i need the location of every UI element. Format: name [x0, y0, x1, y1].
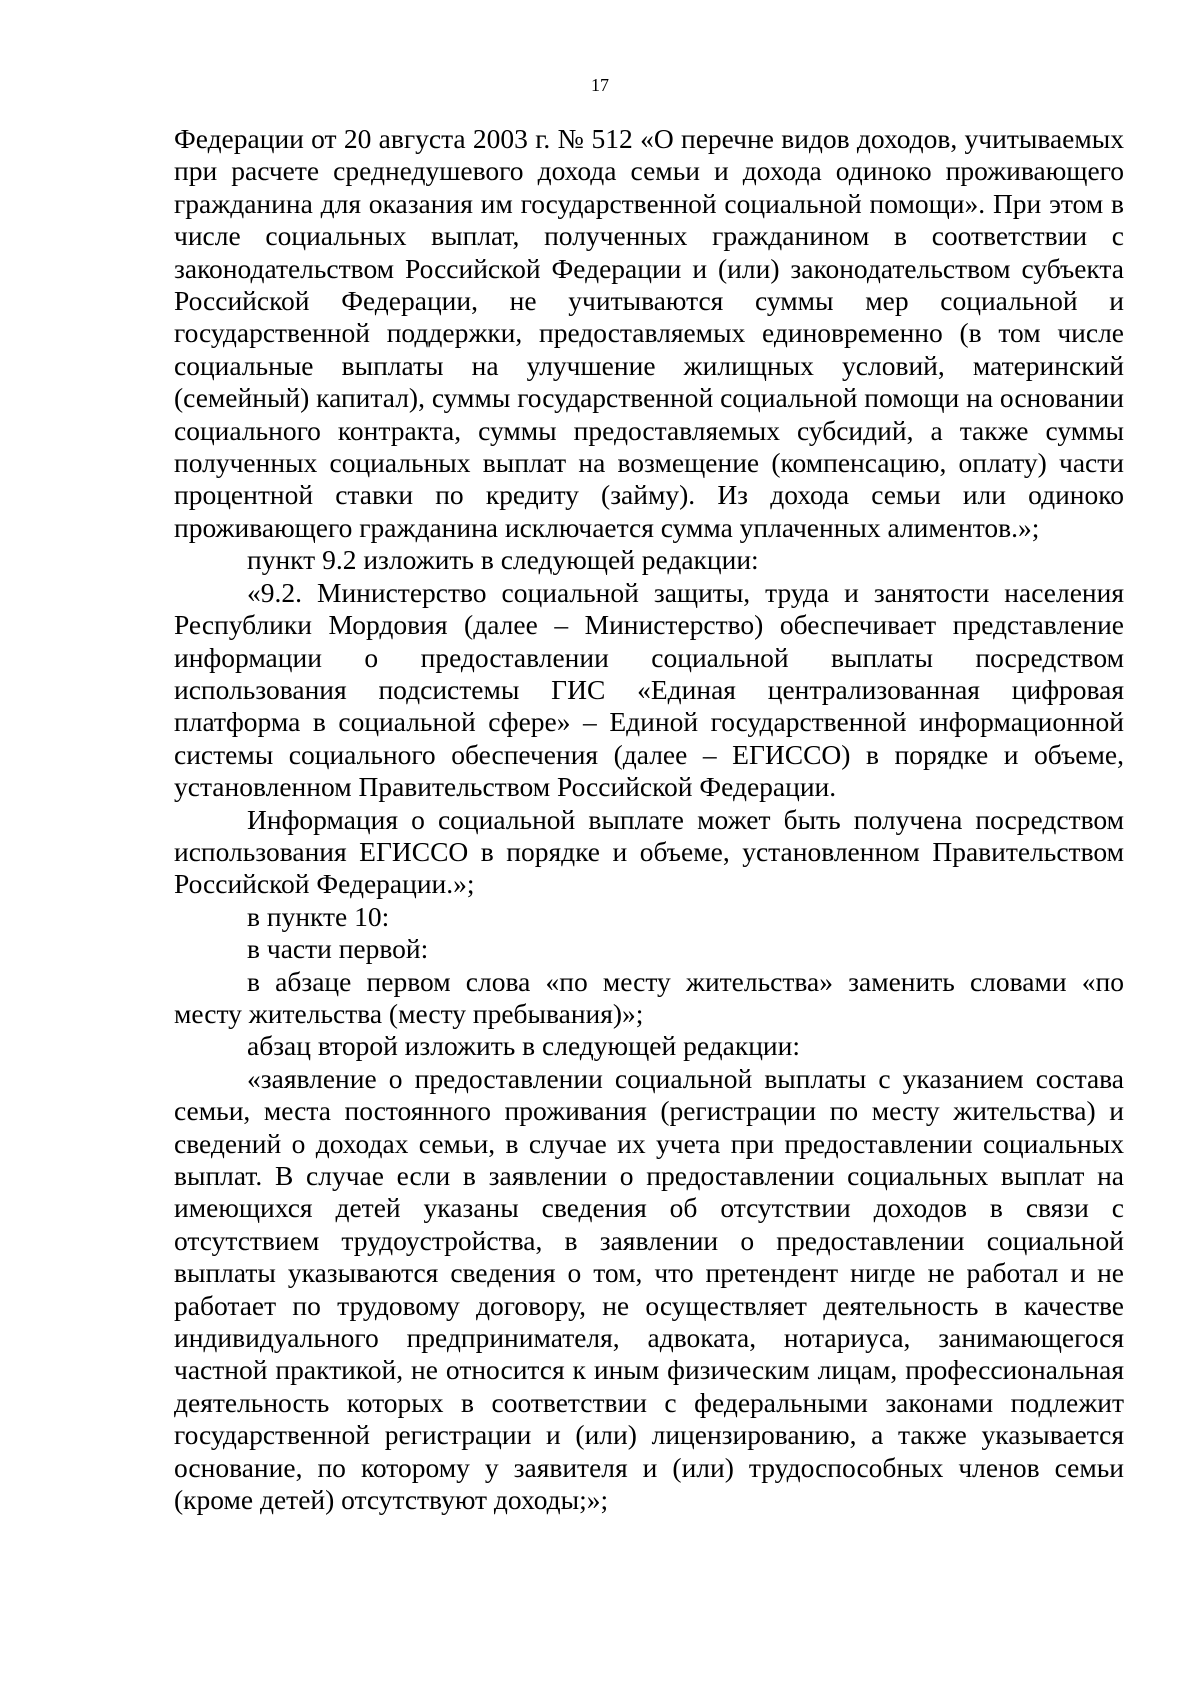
paragraph-5: в пункте 10: — [247, 900, 390, 932]
document-body — [174, 123, 1124, 1516]
page-number: 17 — [591, 75, 609, 95]
paragraph-3: «9.2. Министерство социальной защиты, труда и занятости населения Республики Мордовия (далее – Министерство) обеспечивает представление информации о предоставлении социальной выплаты посредством использования подсистемы ГИС «Единая централизованная цифровая платформа в социальной сфере» – Единой государственной информационной системы социального обеспечения (далее – ЕГИССО) в порядке и объеме, установленном Правительством Российской Федерации. — [174, 576, 1124, 803]
paragraph-2: пункт 9.2 изложить в следующей редакции: — [247, 544, 759, 576]
paragraph-7: в абзаце первом слова «по месту жительства» заменить словами «по месту жительства (месту пребывания)»; — [174, 965, 1124, 1029]
paragraph-4: Информация о социальной выплате может быть получена посредством использования ЕГИССО в порядке и объеме, установленном Правительством Российской Федерации.»; — [174, 803, 1124, 900]
paragraph-8: абзац второй изложить в следующей редакции: — [247, 1030, 801, 1062]
paragraph-1: Федерации от 20 августа 2003 г. № 512 «О перечне видов доходов, учитываемых при расчете среднедушевого дохода семьи и дохода одиноко проживающего гражданина для оказания им государственной социальной помощи». При этом в числе социальных выплат, полученных гражданином в соответствии с законодательством Российской Федерации и (или) законодательством субъекта Российской Федерации, не учитываются суммы мер социальной и государственной поддержки, предоставляемых единовременно (в том числе социальные выплаты на улучшение жилищных условий, материнский (семейный) капитал), суммы государственной социальной помощи на основании социального контракта, суммы предоставляемых субсидий, а также суммы полученных социальных выплат на возмещение (компенсацию, оплату) части процентной ставки по кредиту (займу). Из дохода семьи или одиноко проживающего гражданина исключается сумма уплаченных алиментов.»; — [174, 123, 1124, 543]
paragraph-6: в части первой: — [247, 933, 429, 965]
paragraph-9: «заявление о предоставлении социальной выплаты с указанием состава семьи, места постоянного проживания (регистрации по месту жительства) и сведений о доходах семьи, в случае их учета при предоставлении социальных выплат. В случае если в заявлении о предоставлении социальных выплат на имеющихся детей указаны сведения об отсутствии доходов в связи с отсутствием трудоустройства, в заявлении о предоставлении социальной выплаты указываются сведения о том, что претендент нигде не работал и не работает по трудовому договору, не осуществляет деятельность в качестве индивидуального предпринимателя, адвоката, нотариуса, занимающегося частной практикой, не относится к иным физическим лицам, профессиональная деятельность которых в соответствии с федеральными законами подлежит государственной регистрации и (или) лицензированию, а также указывается основание, по которому у заявителя и (или) трудоспособных членов семьи (кроме детей) отсутствуют доходы;»; — [174, 1062, 1124, 1516]
